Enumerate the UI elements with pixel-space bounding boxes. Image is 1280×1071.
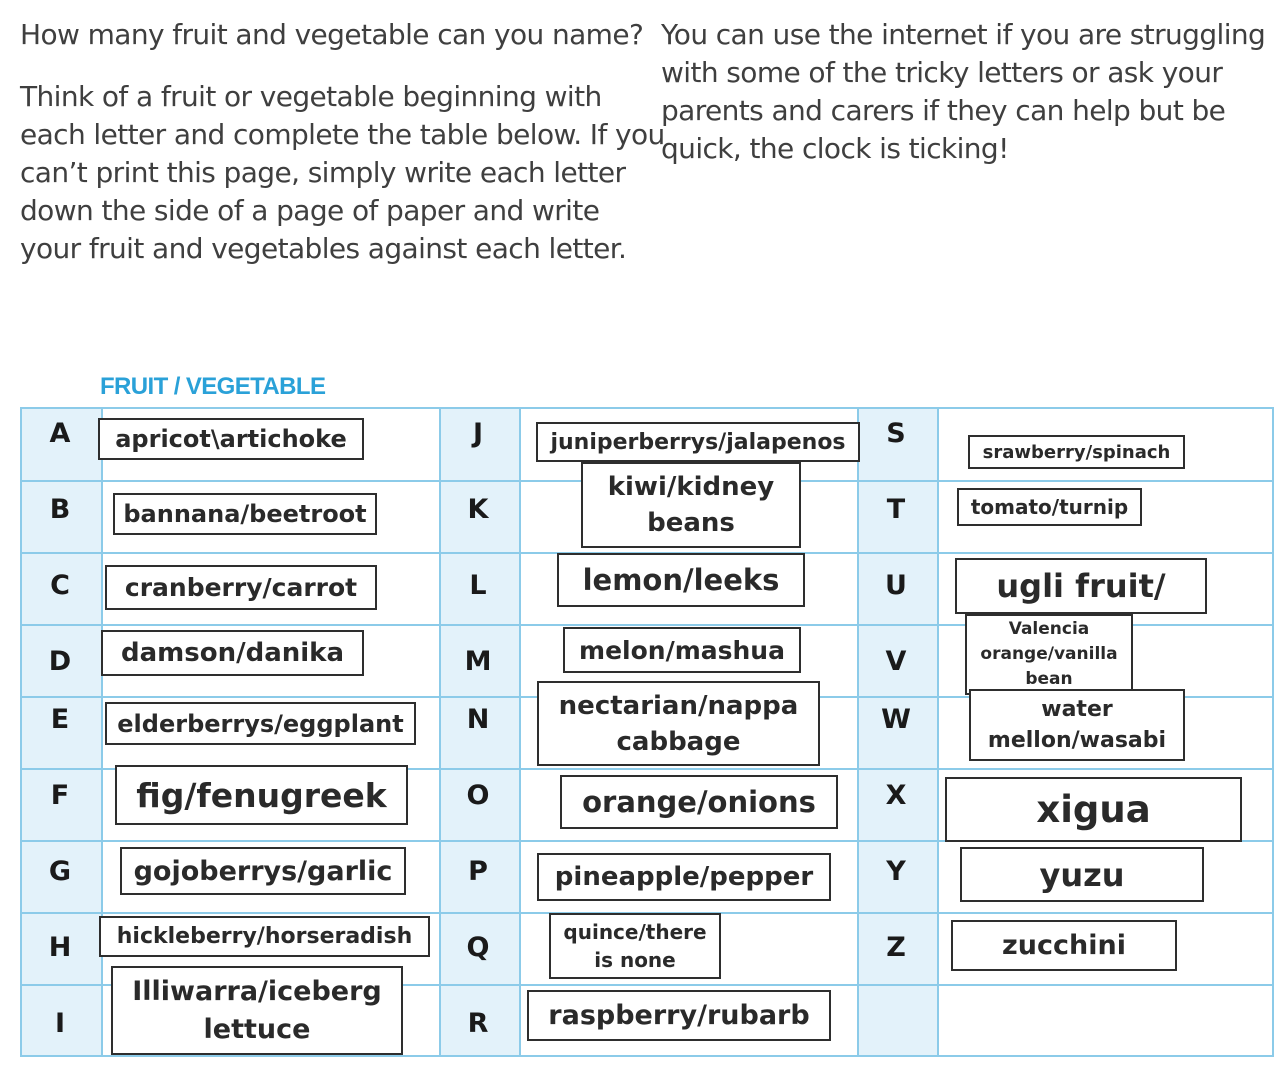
answer-s[interactable]: srawberry/spinach [968, 435, 1185, 469]
answer-d[interactable]: damson/danika [101, 630, 364, 676]
answer-n[interactable]: nectarian/nappa cabbage [537, 681, 820, 766]
answer-t[interactable]: tomato/turnip [957, 488, 1142, 526]
letter-label-n: N [466, 704, 490, 735]
intro-line: You can use the internet if you are struggling [661, 18, 1266, 51]
intro-line: each letter and complete the table below. If you [20, 118, 665, 151]
letter-label-y: Y [886, 856, 906, 887]
answer-g[interactable]: gojoberrys/garlic [120, 847, 406, 895]
letter-label-a: A [49, 418, 71, 449]
intro-line: your fruit and vegetables against each letter. [20, 232, 627, 265]
letter-label-l: L [469, 570, 487, 601]
table-divider [101, 409, 103, 1055]
letter-label-k: K [467, 494, 489, 525]
answer-u[interactable]: ugli fruit/ [955, 558, 1207, 614]
letter-label-z: Z [886, 932, 906, 963]
letter-label-r: R [467, 1008, 489, 1039]
letter-label-o: O [466, 780, 490, 811]
intro-left-text [20, 16, 665, 268]
intro-paragraph-gap [20, 54, 665, 78]
answer-h[interactable]: hickleberry/horseradish [99, 916, 430, 957]
letter-label-p: P [468, 856, 488, 887]
answer-e[interactable]: elderberrys/eggplant [105, 702, 416, 745]
letter-label-v: V [885, 646, 907, 677]
answer-w[interactable]: water mellon/wasabi [969, 689, 1185, 761]
answer-o[interactable]: orange/onions [560, 775, 838, 829]
letter-label-t: T [886, 494, 906, 525]
answer-q[interactable]: quince/there is none [549, 913, 721, 979]
answer-i[interactable]: Illiwarra/iceberg lettuce [111, 966, 403, 1055]
letter-label-u: U [885, 570, 907, 601]
letter-label-m: M [464, 646, 492, 677]
intro-line: can’t print this page, simply write each letter [20, 156, 626, 189]
intro-line: parents and carers if they can help but be [661, 94, 1226, 127]
intro-right-text [661, 16, 1265, 168]
letter-label-g: G [48, 856, 72, 887]
letter-label-x: X [885, 780, 907, 811]
answer-f[interactable]: fig/fenugreek [115, 765, 408, 825]
intro-line: with some of the tricky letters or ask your [661, 56, 1223, 89]
answer-l[interactable]: lemon/leeks [557, 553, 805, 607]
answer-p[interactable]: pineapple/pepper [537, 853, 831, 901]
answer-v[interactable]: Valencia orange/vanilla bean [965, 614, 1133, 695]
answer-z[interactable]: zucchini [951, 920, 1177, 971]
answer-r[interactable]: raspberry/rubarb [527, 990, 831, 1041]
letter-label-e: E [50, 704, 70, 735]
table-divider [519, 409, 521, 1055]
table-heading: FRUIT / VEGETABLE [100, 373, 326, 400]
letter-label-j: J [472, 418, 484, 449]
intro-line: down the side of a page of paper and write [20, 194, 600, 227]
letter-label-f: F [50, 780, 70, 811]
letter-label-w: W [881, 704, 911, 735]
answer-k[interactable]: kiwi/kidney beans [581, 462, 801, 548]
letter-label-s: S [886, 418, 906, 449]
letter-label-c: C [50, 570, 70, 601]
table-divider [937, 409, 939, 1055]
answer-x[interactable]: xigua [945, 777, 1242, 842]
answer-m[interactable]: melon/mashua [563, 627, 801, 673]
answer-y[interactable]: yuzu [960, 847, 1204, 902]
letter-label-q: Q [466, 932, 490, 963]
intro-line: Think of a fruit or vegetable beginning with [20, 80, 602, 113]
answer-c[interactable]: cranberry/carrot [105, 565, 377, 610]
letter-label-i: I [54, 1008, 66, 1039]
letter-label-h: H [48, 932, 72, 963]
letter-label-d: D [48, 646, 72, 677]
answer-a[interactable]: apricot\artichoke [98, 418, 364, 460]
intro-line: quick, the clock is ticking! [661, 132, 1009, 165]
answer-j[interactable]: juniperberrys/jalapenos [536, 422, 860, 462]
answer-b[interactable]: bannana/beetroot [113, 493, 377, 535]
letter-label-b: B [49, 494, 71, 525]
intro-line: How many fruit and vegetable can you name? [20, 18, 644, 51]
